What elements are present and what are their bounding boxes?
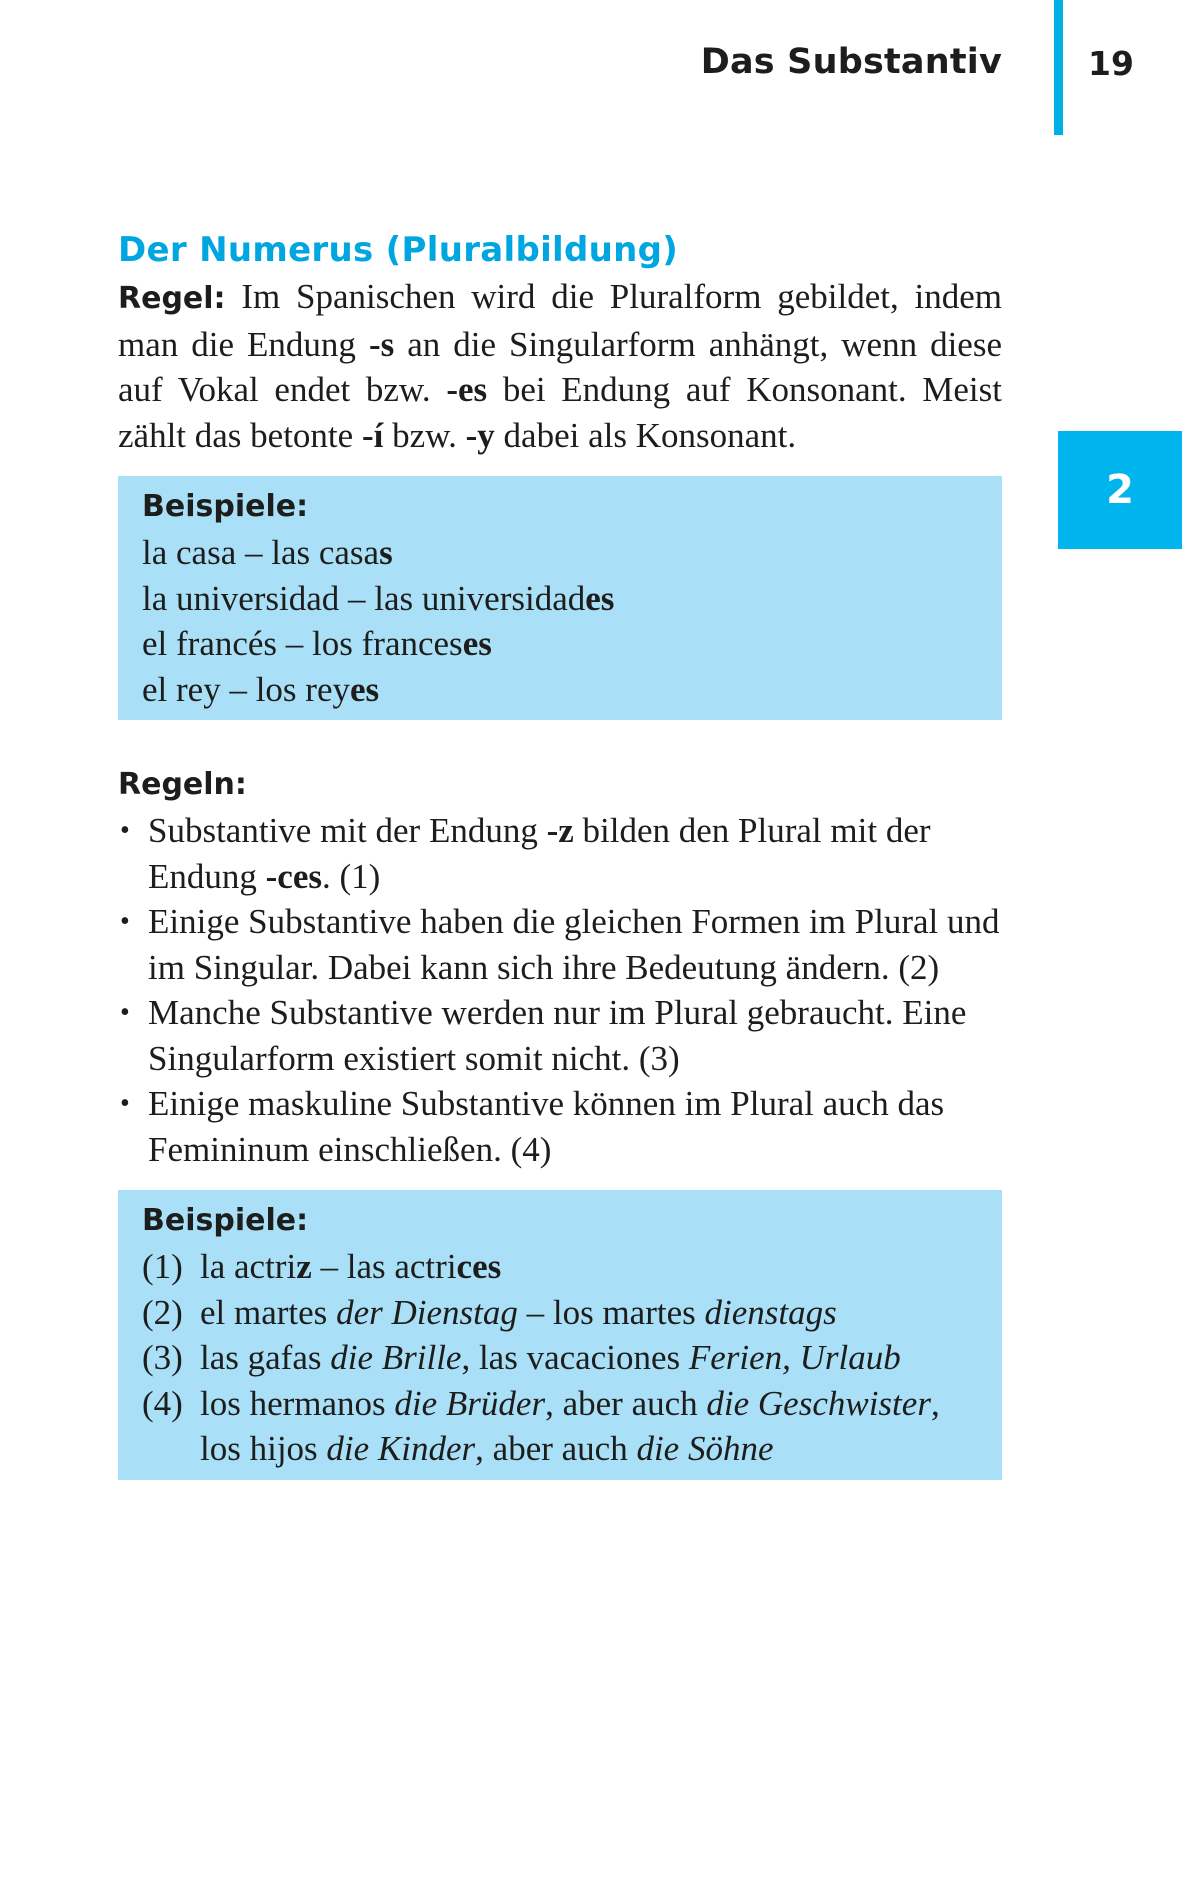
page-number: 19 [1088, 44, 1134, 83]
example-number: (4) [142, 1383, 183, 1423]
spanish-text: – las actri [311, 1247, 457, 1286]
numbered-example [142, 1290, 978, 1336]
examples-title: Beispiele: [142, 1203, 309, 1238]
rule-text: bzw. [383, 415, 466, 455]
example-number: (3) [142, 1338, 183, 1377]
german-translation: der Dienstag [336, 1292, 518, 1332]
example-text [200, 1381, 978, 1472]
example-ending: z [296, 1247, 312, 1286]
ending-i: -í [361, 415, 384, 455]
spanish-text: , aber auch [475, 1429, 637, 1468]
ending-es: -es [446, 370, 488, 409]
spanish-text: los hermanos [200, 1383, 395, 1423]
example-text: el rey – los rey [142, 669, 350, 709]
page-content [118, 226, 1002, 1480]
example-text [200, 1290, 978, 1336]
rule-item [118, 899, 1002, 990]
example-line [142, 667, 978, 713]
bullet-icon: • [120, 815, 130, 846]
rule-item-text: Substantive mit der Endung [148, 811, 547, 850]
example-number: (1) [142, 1247, 183, 1286]
rule-text: bei Endung auf Konsonant. Meist zählt das betonte [118, 370, 1002, 455]
spanish-text: la actri [200, 1247, 297, 1286]
bullet-icon: • [120, 997, 130, 1028]
example-line [142, 621, 978, 667]
section-title: Der Numerus (Pluralbildung) [118, 230, 679, 270]
example-ending: es [462, 624, 492, 663]
chapter-tab [1058, 431, 1182, 549]
rule-item [118, 1081, 1002, 1172]
rule-item-text: Einige maskuline Substantive können im Plural auch das Femininum einschließen. (4) [148, 1084, 945, 1169]
german-translation: dienstags [704, 1292, 837, 1332]
example-line [142, 530, 978, 576]
rule-text: dabei als Konsonant. [494, 415, 797, 455]
ending-ces: -ces [265, 856, 322, 896]
german-translation: die Söhne [636, 1429, 774, 1468]
examples-title: Beispiele: [142, 489, 309, 524]
rule-text: an die Singularform anhängt, wenn diese auf Vokal endet bzw. [118, 324, 1002, 409]
spanish-text: , aber auch [545, 1383, 707, 1423]
example-text [200, 1244, 978, 1290]
spanish-text: , las vacaciones [461, 1338, 689, 1377]
rule-paragraph [118, 274, 1002, 458]
example-ending: s [379, 533, 393, 572]
numbered-example [142, 1335, 978, 1381]
spanish-text: el martes [200, 1292, 337, 1332]
rule-item [118, 808, 1002, 899]
example-text: el francés – los frances [142, 624, 463, 663]
numbered-example [142, 1244, 978, 1290]
chapter-tab-number: 2 [1106, 467, 1134, 513]
german-translation: die Kinder [326, 1429, 476, 1468]
example-ending: ces [456, 1247, 502, 1286]
examples-box-1 [118, 476, 1002, 720]
spanish-text: , los hijos [200, 1383, 940, 1468]
rules-list [118, 808, 1002, 1172]
ending-z: -z [546, 811, 574, 850]
spanish-text: – los martes [517, 1292, 705, 1332]
rule-item-text: . (1) [322, 856, 381, 896]
german-translation: die Brüder [394, 1383, 546, 1423]
rule-item-text: Einige Substantive haben die gleichen Formen im Plural und im Singular. Dabei kann sich ihre Bedeutung ändern. (2) [148, 902, 1000, 987]
german-translation: die Geschwister [706, 1383, 931, 1423]
german-translation: Ferien, Urlaub [688, 1338, 901, 1377]
example-ending: es [585, 578, 615, 618]
running-header-title: Das Substantiv [700, 42, 1002, 82]
rule-label: Regel: [118, 281, 226, 316]
header-divider-rule [1054, 0, 1063, 135]
rule-item [118, 990, 1002, 1081]
example-number: (2) [142, 1292, 183, 1332]
bullet-icon: • [120, 906, 130, 937]
ending-s: -s [368, 324, 395, 364]
rules-title: Regeln: [118, 767, 247, 802]
example-text: la casa – las casa [142, 533, 380, 572]
example-line [142, 576, 978, 622]
example-text [200, 1335, 978, 1381]
bullet-icon: • [120, 1088, 130, 1119]
rule-item-text: bilden den Plural mit der Endung [148, 811, 931, 896]
rule-text: Im Spanischen wird die Pluralform gebildet, indem man die Endung [118, 277, 1002, 364]
example-ending: es [349, 669, 380, 709]
spanish-text: las gafas [200, 1338, 331, 1377]
german-translation: die Brille [330, 1338, 462, 1377]
example-text: la universidad – las universidad [142, 578, 586, 618]
ending-y: -y [465, 415, 495, 455]
numbered-example [142, 1381, 978, 1472]
rule-item-text: Manche Substantive werden nur im Plural gebraucht. Eine Singularform existiert somit nicht. (3) [148, 993, 967, 1078]
examples-box-2 [118, 1190, 1002, 1480]
